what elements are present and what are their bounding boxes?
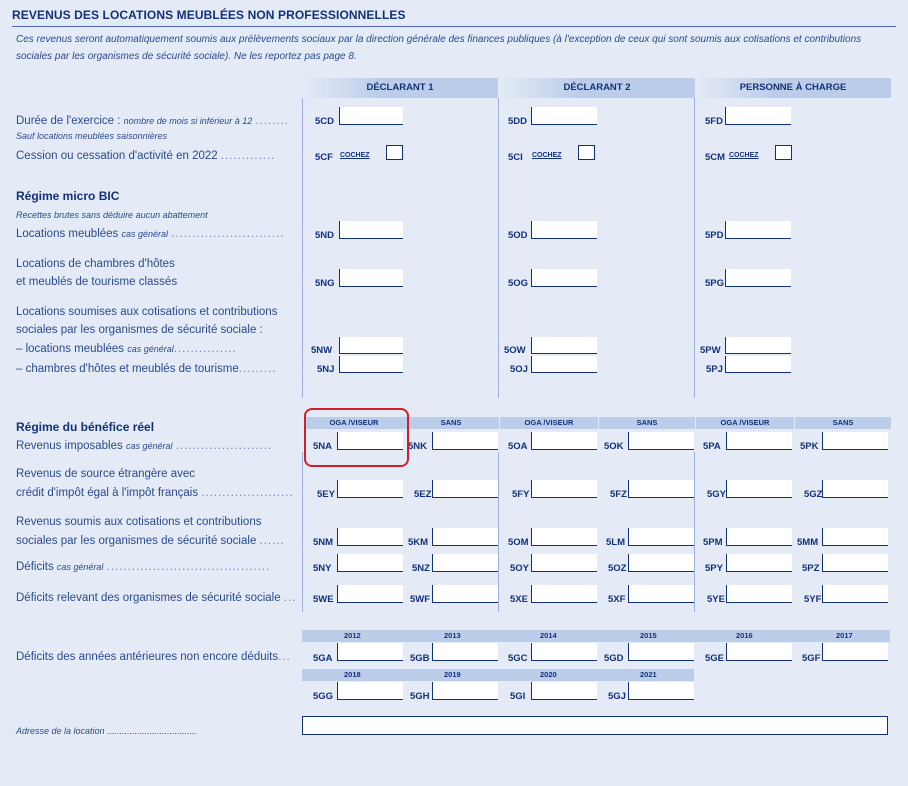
input-5oy[interactable] bbox=[531, 554, 597, 572]
subhead-oga: OGA /VISEUR bbox=[304, 417, 404, 429]
code-label: 5EZ bbox=[414, 489, 432, 500]
row-label-soumis: sociales par les organismes de sécurité sociale ...... bbox=[16, 535, 285, 547]
column-separator bbox=[302, 452, 303, 612]
year-header: 2018 bbox=[302, 669, 402, 681]
code-label: 5OK bbox=[604, 441, 624, 452]
year-header: 2016 bbox=[694, 630, 794, 642]
code-label: 5FD bbox=[705, 116, 723, 127]
input-5ow[interactable] bbox=[531, 337, 597, 354]
input-5oz[interactable] bbox=[628, 554, 694, 572]
column-header-personne-a-charge: PERSONNE À CHARGE bbox=[695, 78, 891, 98]
row-label-soumises-line1: Locations soumises aux cotisations et contributions bbox=[16, 306, 278, 318]
year-header: 2017 bbox=[794, 630, 890, 642]
input-5pm[interactable] bbox=[726, 528, 792, 546]
year-header: 2014 bbox=[498, 630, 598, 642]
code-label: 5GJ bbox=[608, 691, 626, 702]
input-5pk[interactable] bbox=[822, 432, 888, 450]
input-5pa[interactable] bbox=[726, 432, 792, 450]
code-label: 5PD bbox=[705, 230, 724, 241]
input-5gz[interactable] bbox=[822, 480, 888, 498]
input-5ny[interactable] bbox=[337, 554, 403, 572]
year-header: 2012 bbox=[302, 630, 402, 642]
address-input[interactable] bbox=[302, 716, 888, 735]
code-label: 5YE bbox=[707, 594, 725, 605]
year-header: 2019 bbox=[402, 669, 498, 681]
input-5py[interactable] bbox=[726, 554, 792, 572]
checkbox-5cf[interactable] bbox=[386, 145, 403, 160]
row-label-chambres-line1: Locations de chambres d'hôtes bbox=[16, 258, 175, 270]
subhead-oga: OGA /VISEUR bbox=[500, 417, 598, 429]
input-5dd[interactable] bbox=[531, 107, 597, 125]
code-label: 5GB bbox=[410, 653, 430, 664]
code-label: 5FZ bbox=[610, 489, 627, 500]
input-5pw[interactable] bbox=[725, 337, 791, 354]
code-label: 5NW bbox=[311, 345, 333, 356]
column-separator bbox=[498, 98, 499, 398]
code-label: 5CI bbox=[508, 152, 523, 163]
code-label: 5FY bbox=[512, 489, 530, 500]
code-label: 5LM bbox=[606, 537, 625, 548]
heading-regime-reel: Régime du bénéfice réel bbox=[16, 420, 155, 434]
code-label: 5ND bbox=[315, 230, 335, 241]
code-label: 5GG bbox=[313, 691, 334, 702]
input-5xe[interactable] bbox=[531, 585, 597, 603]
input-5fd[interactable] bbox=[725, 107, 791, 125]
checkbox-label: COCHEZ bbox=[340, 152, 370, 159]
row-label-deficits-oss: Déficits relevant des organismes de sécurité sociale ... bbox=[16, 592, 297, 604]
input-5ga[interactable] bbox=[337, 643, 403, 661]
row-label-source-etrangere-line1: Revenus de source étrangère avec bbox=[16, 468, 195, 480]
intro-text: Ces revenus seront automatiquement soumis aux prélèvements sociaux par la direction générale des finances publiques (à l'exception de ceux qui sont soumis aux cotisations et contributions sociales par les organismes de sécurité sociale). Ne les reportez pas page 8. bbox=[16, 34, 862, 62]
input-5nd[interactable] bbox=[339, 221, 403, 239]
code-label: 5GH bbox=[410, 691, 430, 702]
input-5ez[interactable] bbox=[432, 480, 498, 498]
code-label: 5PG bbox=[705, 278, 725, 289]
column-header-declarant-2: DÉCLARANT 2 bbox=[499, 78, 695, 98]
row-label-adresse: Adresse de la location .................................... bbox=[16, 726, 198, 736]
code-label: 5PK bbox=[800, 441, 819, 452]
code-label: 5MM bbox=[797, 537, 819, 548]
note-saisonnieres: Sauf locations meublées saisonnières bbox=[16, 131, 168, 141]
year-header: 2020 bbox=[498, 669, 598, 681]
subhead-oga: OGA /VISEUR bbox=[696, 417, 794, 429]
title-divider bbox=[12, 26, 896, 27]
input-5ge[interactable] bbox=[726, 643, 792, 661]
code-label: 5CF bbox=[315, 152, 333, 163]
input-5oj[interactable] bbox=[531, 356, 597, 373]
input-5xf[interactable] bbox=[628, 585, 694, 603]
input-5ng[interactable] bbox=[339, 269, 403, 287]
code-label: 5NM bbox=[313, 537, 334, 548]
code-label: 5PZ bbox=[802, 563, 820, 574]
input-5wf[interactable] bbox=[432, 585, 498, 603]
code-label: 5WF bbox=[410, 594, 431, 605]
input-5fz[interactable] bbox=[628, 480, 694, 498]
code-label: 5PW bbox=[700, 345, 721, 356]
checkbox-label: COCHEZ bbox=[729, 152, 759, 159]
code-label: 5DD bbox=[508, 116, 528, 127]
input-5om[interactable] bbox=[531, 528, 597, 546]
input-5pg[interactable] bbox=[725, 269, 791, 287]
code-label: 5WE bbox=[313, 594, 334, 605]
note-recettes: Recettes brutes sans déduire aucun abattement bbox=[16, 210, 208, 220]
input-5oa[interactable] bbox=[531, 432, 597, 450]
input-5og[interactable] bbox=[531, 269, 597, 287]
input-5gy[interactable] bbox=[726, 480, 792, 498]
code-label: 5NG bbox=[315, 278, 335, 289]
row-label-locations-meublees-css: – locations meublées cas général............... bbox=[16, 343, 237, 355]
row-label-duree: Durée de l'exercice : nombre de mois si inférieur à 12 ........ bbox=[16, 115, 289, 127]
code-label: 5XE bbox=[510, 594, 528, 605]
column-separator bbox=[694, 452, 695, 612]
input-5ye[interactable] bbox=[726, 585, 792, 603]
row-label-source-etrangere: crédit d'impôt égal à l'impôt français ...................... bbox=[16, 487, 294, 499]
code-label: 5OW bbox=[504, 345, 526, 356]
code-label: 5PJ bbox=[706, 364, 723, 375]
code-label: 5GE bbox=[705, 653, 725, 664]
code-label: 5OM bbox=[508, 537, 529, 548]
input-5ey[interactable] bbox=[337, 480, 403, 498]
code-label: 5NZ bbox=[412, 563, 430, 574]
subhead-sans: SANS bbox=[599, 417, 695, 429]
row-label-deficits: Déficits cas général ....................................... bbox=[16, 561, 271, 573]
input-5gh[interactable] bbox=[432, 682, 498, 700]
code-label: 5OA bbox=[508, 441, 528, 452]
input-5yf[interactable] bbox=[822, 585, 888, 603]
input-5we[interactable] bbox=[337, 585, 403, 603]
checkbox-5ci[interactable] bbox=[578, 145, 595, 160]
year-header: 2015 bbox=[598, 630, 694, 642]
row-label-cession: Cession ou cessation d'activité en 2022 ............. bbox=[16, 150, 276, 162]
code-label: 5NY bbox=[313, 563, 332, 574]
input-5lm[interactable] bbox=[628, 528, 694, 546]
column-separator bbox=[694, 98, 695, 398]
input-5gd[interactable] bbox=[628, 643, 694, 661]
code-label: 5GD bbox=[604, 653, 624, 664]
row-label-chambres-css: – chambres d'hôtes et meublés de tourisme......... bbox=[16, 363, 277, 375]
input-5ok[interactable] bbox=[628, 432, 694, 450]
input-5pd[interactable] bbox=[725, 221, 791, 239]
input-5pz[interactable] bbox=[822, 554, 888, 572]
subhead-sans: SANS bbox=[795, 417, 891, 429]
row-label-soumises-line2: sociales par les organismes de sécurité sociale : bbox=[16, 324, 263, 336]
code-label: 5CM bbox=[705, 152, 726, 163]
year-header: 2013 bbox=[402, 630, 498, 642]
code-label: 5PM bbox=[703, 537, 723, 548]
code-label: 5GY bbox=[707, 489, 727, 500]
input-5mm[interactable] bbox=[822, 528, 888, 546]
input-5nj[interactable] bbox=[339, 356, 403, 373]
checkbox-5cm[interactable] bbox=[775, 145, 792, 160]
input-5gj[interactable] bbox=[628, 682, 694, 700]
row-label-soumis-line1: Revenus soumis aux cotisations et contributions bbox=[16, 516, 262, 528]
input-5od[interactable] bbox=[531, 221, 597, 239]
code-label: 5OY bbox=[510, 563, 530, 574]
code-label: 5XF bbox=[608, 594, 626, 605]
input-5gf[interactable] bbox=[822, 643, 888, 661]
input-5pj[interactable] bbox=[725, 356, 791, 373]
input-5gc[interactable] bbox=[531, 643, 597, 661]
column-header-declarant-1: DÉCLARANT 1 bbox=[302, 78, 498, 98]
code-label: 5PA bbox=[703, 441, 721, 452]
row-label-revenus-imposables: Revenus imposables cas général ....................... bbox=[16, 440, 273, 452]
code-label: 5OJ bbox=[510, 364, 528, 375]
code-label: 5EY bbox=[317, 489, 335, 500]
code-label: 5OZ bbox=[608, 563, 627, 574]
row-label-locations-meublees: Locations meublées cas général ........................... bbox=[16, 228, 285, 240]
checkbox-label: COCHEZ bbox=[532, 152, 562, 159]
input-5gi[interactable] bbox=[531, 682, 597, 700]
code-label: 5PY bbox=[705, 563, 723, 574]
code-label: 5GZ bbox=[804, 489, 823, 500]
code-label: 5YF bbox=[804, 594, 822, 605]
input-5nm[interactable] bbox=[337, 528, 403, 546]
code-label: 5GI bbox=[510, 691, 526, 702]
input-5gg[interactable] bbox=[337, 682, 403, 700]
section-title: REVENUS DES LOCATIONS MEUBLÉES NON PROFESSIONNELLES bbox=[12, 8, 406, 22]
row-label-chambres: et meublés de tourisme classés bbox=[16, 276, 178, 288]
input-5gb[interactable] bbox=[432, 643, 498, 661]
code-label: 5NK bbox=[408, 441, 428, 452]
highlight-5na bbox=[304, 408, 409, 467]
code-label: 5NJ bbox=[317, 364, 335, 375]
code-label: 5OD bbox=[508, 230, 528, 241]
row-label-deficits-anterieurs: Déficits des années antérieures non encore déduits... bbox=[16, 651, 291, 663]
code-label: 5NA bbox=[313, 441, 333, 452]
code-label: 5OG bbox=[508, 278, 529, 289]
heading-micro-bic: Régime micro BIC bbox=[16, 189, 120, 203]
column-separator bbox=[302, 98, 303, 398]
year-header: 2021 bbox=[598, 669, 694, 681]
input-5cd[interactable] bbox=[339, 107, 403, 125]
input-5nk[interactable] bbox=[432, 432, 498, 450]
code-label: 5KM bbox=[408, 537, 429, 548]
code-label: 5GF bbox=[802, 653, 821, 664]
input-5fy[interactable] bbox=[531, 480, 597, 498]
input-5nz[interactable] bbox=[432, 554, 498, 572]
code-label: 5GC bbox=[508, 653, 528, 664]
code-label: 5CD bbox=[315, 116, 335, 127]
column-separator bbox=[498, 452, 499, 612]
subhead-sans: SANS bbox=[403, 417, 499, 429]
code-label: 5GA bbox=[313, 653, 333, 664]
input-5nw[interactable] bbox=[339, 337, 403, 354]
input-5km[interactable] bbox=[432, 528, 498, 546]
